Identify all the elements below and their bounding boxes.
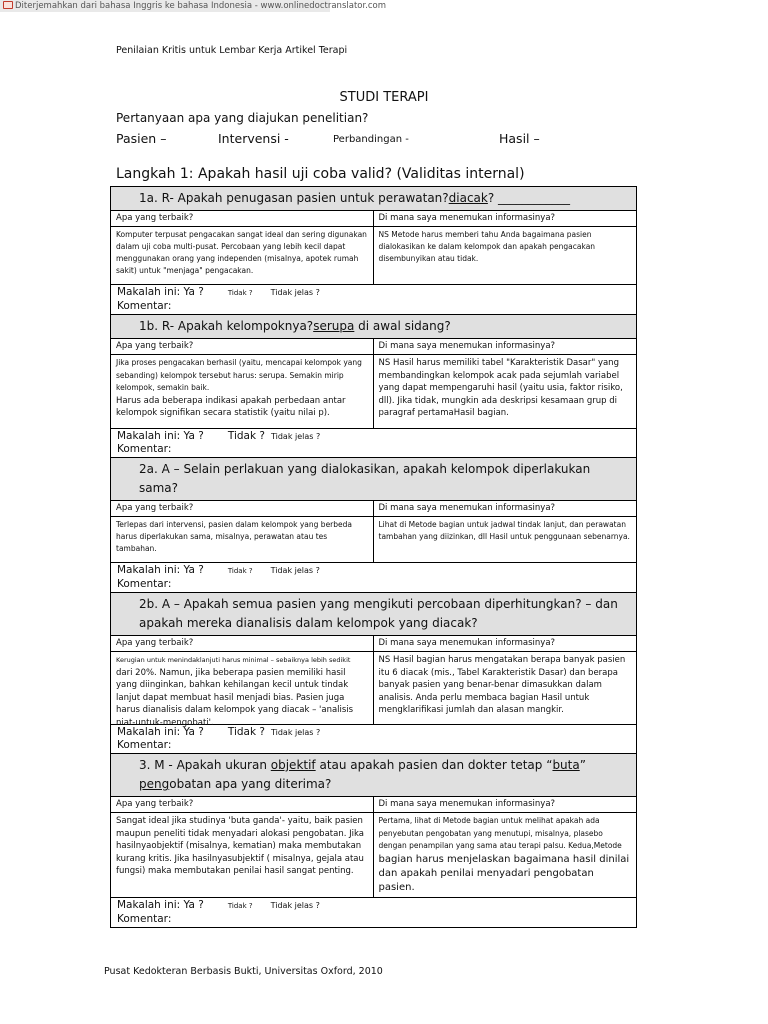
no-option[interactable]: Tidak ? (227, 726, 265, 738)
no-option[interactable]: Tidak ? (227, 902, 253, 910)
best-text: Kerugian untuk menindaklanjuti harus minimal – sebaiknya lebih sedikit dari 20%. Namun, jika beberapa pasien memiliki hasil yang diinginkan, bahkan kehilangan kecil untuk tindak lanjut dapat membuat hasil menjadi bias. Pasien juga harus dianalisis dalam kelompok yang diacak – 'analisis niat-untuk-mengobati'. (111, 652, 374, 724)
translator-banner[interactable] (0, 0, 387, 12)
column-header-row (111, 797, 636, 813)
best-text: Jika proses pengacakan berhasil (yaitu, mencapai kelompok yang sebanding) kelompok tersebut harus: serupa. Semakin mirip kelompok, semakin baik. Harus ada beberapa indikasi apakah perbedaan antar kelompok signifikan secara statistik (yaitu nilai p). (111, 355, 374, 428)
step-heading: Langkah 1: Apakah hasil uji coba valid? (Validitas internal) (116, 166, 525, 182)
comment-label: Komentar: (117, 443, 172, 455)
paper-answer: Makalah ini: Ya ? (117, 564, 204, 576)
paper-answer: Makalah ini: Ya ? (117, 286, 204, 298)
where-text: Pertama, lihat di Metode bagian untuk melihat apakah ada penyebutan pengobatan yang menutupi, misalnya, plasebo dengan penampilan yang sama atau terapi palsu. Kedua,Metode bagian harus menjelaskan bagaimana hasil dinilai dan apakah penilai menyadari pengobatan pasien. (378, 816, 630, 893)
pico-comparison: Perbandingan - (333, 134, 409, 145)
where-text: NS Hasil bagian harus mengatakan berapa banyak pasien itu 6 diacak (mis., Tabel Karakteristik Dasar) dan berapa banyak pasien yang benar-benar dimasukkan dalam analisis. Anda perlu membaca bagian Hasil untuk mengklarifikasi jumlah dan alasan mangkir. (378, 655, 626, 715)
content-row (111, 517, 636, 563)
page-title: STUDI TERAPI (339, 90, 429, 105)
answer-row[interactable] (111, 429, 636, 458)
comment-label: Komentar: (117, 913, 172, 925)
section-title: 2a. A – Selain perlakuan yang dialokasikan, apakah kelompok diperlakukan sama? (111, 458, 636, 501)
paper-answer: Makalah ini: Ya ? (117, 899, 204, 911)
best-text: Terlepas dari intervensi, pasien dalam kelompok yang berbeda harus diperlakukan sama, misalnya, perawatan atau tes tambahan. (111, 517, 374, 562)
answer-row[interactable] (111, 725, 636, 754)
unclear-option[interactable]: Tidak jelas ? (270, 901, 320, 910)
where-text: NS Hasil harus memiliki tabel "Karakteristik Dasar" yang membandingkan kelompok acak pada sejumlah variabel yang dapat mempengaruhi hasil (yaitu usia, faktor risiko, dll). Jika tidak, mungkin ada deskripsi kesamaan grup di paragraf pertamaHasil bagian. (378, 358, 623, 418)
section-title: 3. M - Apakah ukuran objektif atau apakah pasien dan dokter tetap “buta” pengobatan apa yang diterima? (111, 754, 636, 797)
no-option[interactable]: Tidak ? (227, 567, 253, 575)
unclear-option[interactable]: Tidak jelas ? (270, 728, 321, 737)
column-header-row (111, 636, 636, 652)
unclear-option[interactable]: Tidak jelas ? (270, 288, 320, 297)
section-title: 1a. R- Apakah penugasan pasien untuk perawatan?diacak? ____________ (111, 187, 636, 211)
pico-patient: Pasien – (116, 131, 167, 146)
where-header: Di mana saya menemukan informasinya? (378, 341, 556, 351)
comment-label: Komentar: (117, 739, 172, 751)
where-header: Di mana saya menemukan informasinya? (378, 503, 556, 513)
paper-answer: Makalah ini: Ya ? (117, 430, 204, 442)
comment-label: Komentar: (117, 578, 172, 590)
page-header: Penilaian Kritis untuk Lembar Kerja Artikel Terapi (116, 45, 348, 56)
where-header: Di mana saya menemukan informasinya? (378, 799, 556, 809)
section-title: 1b. R- Apakah kelompoknya?serupa di awal sidang? (111, 315, 636, 339)
column-header-row (111, 501, 636, 517)
pico-intervention: Intervensi - (218, 131, 289, 146)
best-header: Apa yang terbaik? (111, 339, 374, 354)
where-text: NS Metode harus memberi tahu Anda bagaimana pasien dialokasikan ke dalam kelompok dan apakah pengacakan disembunyikan atau tidak. (378, 230, 596, 263)
content-row (111, 355, 636, 429)
page-footer: Pusat Kedokteran Berbasis Bukti, Universitas Oxford, 2010 (104, 966, 383, 977)
answer-row[interactable] (111, 898, 636, 928)
best-header: Apa yang terbaik? (111, 211, 374, 226)
section-title: 2b. A – Apakah semua pasien yang mengikuti percobaan diperhitungkan? – dan apakah mereka dianalisis dalam kelompok yang diacak? (111, 593, 636, 636)
unclear-option[interactable]: Tidak jelas ? (270, 432, 321, 441)
appraisal-table (110, 186, 637, 928)
best-header: Apa yang terbaik? (111, 501, 374, 516)
document-icon (3, 1, 13, 9)
where-header: Di mana saya menemukan informasinya? (378, 213, 556, 223)
paper-answer: Makalah ini: Ya ? (117, 726, 204, 738)
content-row (111, 652, 636, 728)
where-text: Lihat di Metode bagian untuk jadwal tindak lanjut, dan perawatan tambahan yang diizinkan, dll Hasil untuk penggunaan sebenarnya. (378, 520, 630, 541)
where-header: Di mana saya menemukan informasinya? (378, 638, 556, 648)
no-option[interactable]: Tidak ? (227, 289, 253, 297)
answer-row[interactable] (111, 285, 636, 315)
no-option[interactable]: Tidak ? (227, 430, 265, 442)
content-row (111, 813, 636, 898)
comment-label: Komentar: (117, 300, 172, 312)
best-header: Apa yang terbaik? (111, 797, 374, 812)
best-header: Apa yang terbaik? (111, 636, 374, 651)
content-row (111, 227, 636, 285)
column-header-row (111, 339, 636, 355)
banner-text: Diterjemahkan dari bahasa Inggris ke bahasa Indonesia - www.onlinedoctranslator.com (15, 1, 387, 11)
column-header-row (111, 211, 636, 227)
pico-outcome: Hasil – (499, 131, 540, 146)
best-text: Komputer terpusat pengacakan sangat ideal dan sering digunakan dalam uji coba multi-pusat. Percobaan yang lebih kecil dapat menggunakan orang yang independen (misalnya, apotek rumah sakit) untuk "menjaga" pengacakan. (111, 227, 374, 284)
answer-row[interactable] (111, 563, 636, 593)
best-text: Sangat ideal jika studinya 'buta ganda'- yaitu, baik pasien maupun peneliti tidak menyadari alokasi pengobatan. Jika hasilnyaobjektif (misalnya, kematian) maka membutakan kurang kritis. Jika hasilnyasubjektif ( misalnya, gejala atau fungsi) maka membutakan penilai hasil sangat penting. (111, 813, 374, 897)
unclear-option[interactable]: Tidak jelas ? (270, 566, 320, 575)
research-question: Pertanyaan apa yang diajukan penelitian? (116, 111, 369, 125)
